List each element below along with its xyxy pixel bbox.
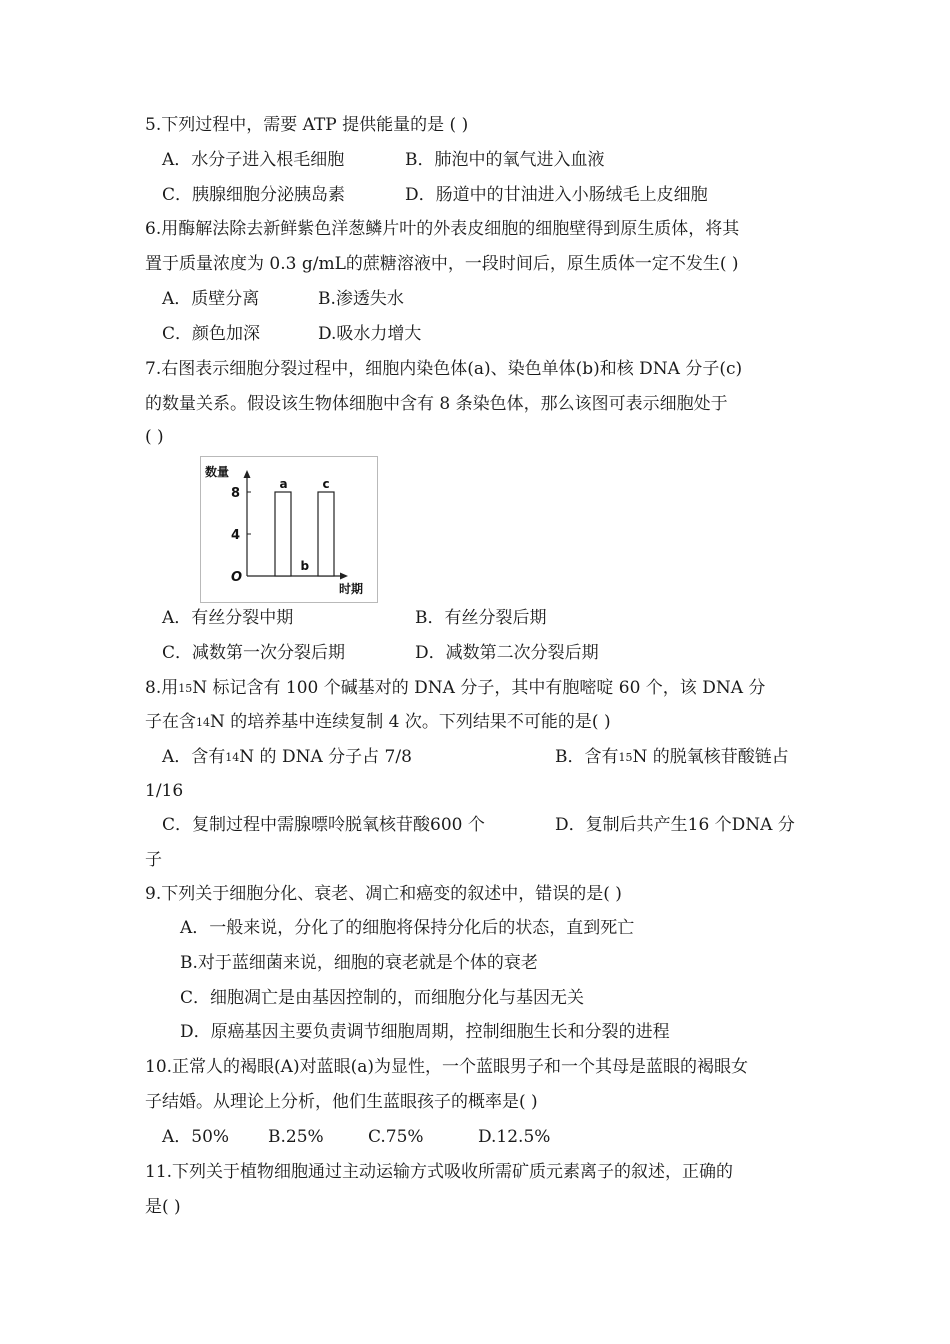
isotope-superscript: 14 [196,716,210,729]
q7-option-b: B．有丝分裂后期 [415,608,547,628]
q6-option-d: D.吸水力增大 [318,324,422,344]
q9-option-c: C．细胞凋亡是由基因控制的，而细胞分化与基因无关 [180,988,585,1008]
bar-label-b: b [300,559,310,573]
q6-option-b: B.渗透失水 [318,289,404,309]
q7-option-d: D．减数第二次分裂后期 [415,643,599,663]
q5-option-d: D．肠道中的甘油进入小肠绒毛上皮细胞 [405,185,708,205]
q11-stem-line2: 是( ) [145,1197,181,1217]
q9-option-d: D．原癌基因主要负责调节细胞周期，控制细胞生长和分裂的进程 [180,1022,670,1042]
isotope-superscript: 15 [618,751,633,764]
q7-stem-line1: 7.右图表示细胞分裂过程中，细胞内染色体(a)、染色单体(b)和核 DNA 分子(c) [145,359,743,379]
q8-option-d-continued: 子 [145,850,162,870]
q9-option-b: B.对于蓝细菌来说，细胞的衰老就是个体的衰老 [180,953,538,973]
q5-option-b: B．肺泡中的氧气进入血液 [405,150,605,170]
x-axis-arrow [340,573,348,580]
q6-option-a: A．质壁分离 [162,289,260,309]
y-tick-label: O [231,570,243,585]
q8-option-d: D．复制后共产生16 个DNA 分 [555,815,795,835]
y-axis-arrow [244,470,251,478]
q7-stem-line2: 的数量关系。假设该生物体细胞中含有 8 条染色体，那么该图可表示细胞处于 [145,394,728,414]
q8-option-b: B．含有15N 的脱氧核苷酸链占 [555,747,789,767]
q10-stem-line2: 子结婚。从理论上分析，他们生蓝眼孩子的概率是( ) [145,1092,538,1112]
q10-option-b: B.25% [268,1127,324,1147]
bar-a [275,492,291,576]
isotope-superscript: 14 [225,751,240,764]
q8-option-a: A．含有14N 的 DNA 分子占 7/8 [162,747,412,767]
q7-option-c: C．减数第一次分裂后期 [162,643,346,663]
q8-stem-line2: 子在含14N 的培养基中连续复制 4 次。下列结果不可能的是( ) [145,712,611,732]
q9-stem: 9.下列关于细胞分化、衰老、凋亡和癌变的叙述中，错误的是( ) [145,884,622,904]
q5-stem: 5.下列过程中，需要 ATP 提供能量的是 ( ) [145,115,469,135]
q6-stem-line2: 置于质量浓度为 0.3 g/mL的蔗糖溶液中，一段时间后，原生质体一定不发生( ) [145,254,739,274]
q6-stem-line1: 6.用酶解法除去新鲜紫色洋葱鳞片叶的外表皮细胞的细胞壁得到原生质体，将其 [145,219,740,239]
bar-label-c: c [322,477,330,491]
q8-option-c: C．复制过程中需腺嘌呤脱氧核苷酸600 个 [162,815,485,835]
q8-stem-line1: 8.用15N 标记含有 100 个碱基对的 DNA 分子，其中有胞嘧啶 60 个，该 DNA 分 [145,678,766,698]
y-tick-label: 4 [231,528,241,543]
q10-option-a: A．50% [162,1127,230,1147]
y-tick-label: 8 [231,486,241,501]
isotope-superscript: 15 [178,682,193,695]
x-axis-label: 时期 [339,582,364,596]
y-axis-label: 数量 [205,465,230,479]
q10-option-d: D.12.5% [478,1127,551,1147]
bar-c [318,492,334,576]
q9-option-a: A．一般来说，分化了的细胞将保持分化后的状态，直到死亡 [180,918,635,938]
q5-option-c: C．胰腺细胞分泌胰岛素 [162,185,346,205]
q7-stem-line3: ( ) [145,427,164,447]
bar-label-a: a [279,477,288,491]
q7-option-a: A．有丝分裂中期 [162,608,294,628]
q5-option-a: A．水分子进入根毛细胞 [162,150,345,170]
q10-stem-line1: 10.正常人的褐眼(A)对蓝眼(a)为显性，一个蓝眼男子和一个其母是蓝眼的褐眼女 [145,1057,748,1077]
q10-option-c: C.75% [368,1127,424,1147]
q6-option-c: C．颜色加深 [162,324,261,344]
q11-stem-line1: 11.下列关于植物细胞通过主动运输方式吸收所需矿质元素离子的叙述，正确的 [145,1162,734,1182]
q7-bar-chart [200,456,378,603]
q8-option-b-continued: 1/16 [145,781,184,801]
